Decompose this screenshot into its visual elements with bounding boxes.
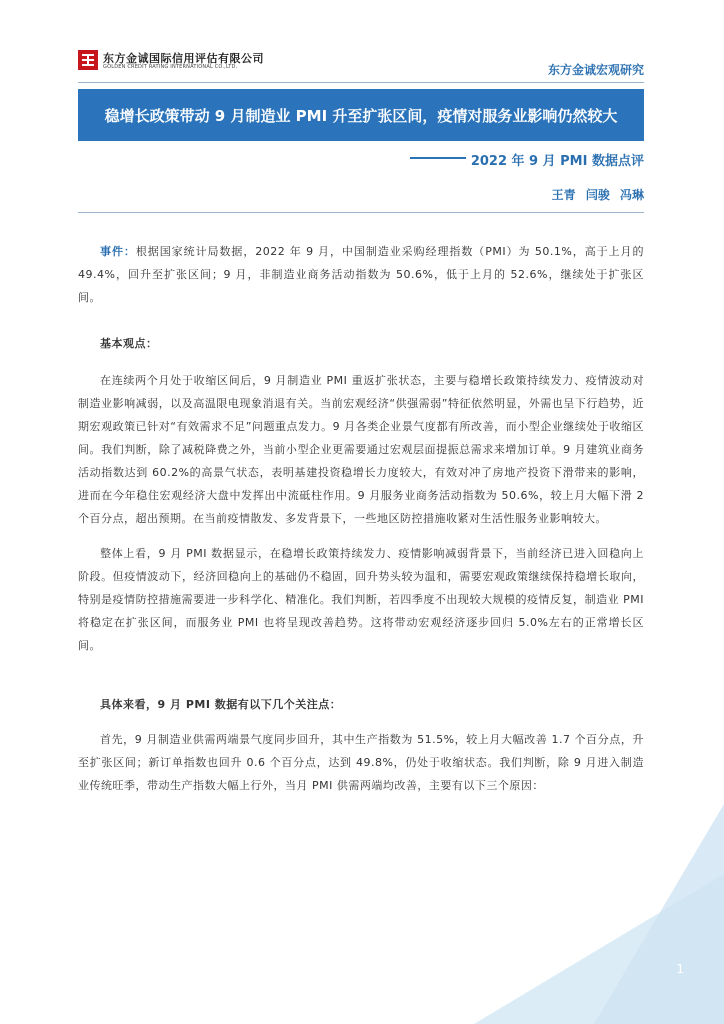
corner-decoration-accent (594, 804, 724, 1024)
report-body (78, 240, 644, 797)
company-name-en: GOLDEN CREDIT RATING INTERNATIONAL CO.,LTD. (103, 64, 238, 70)
subtitle-rule (410, 157, 466, 159)
report-title: 稳增长政策带动 9 月制造业 PMI 升至扩张区间，疫情对服务业影响仍然较大 (104, 107, 618, 125)
title-banner (78, 89, 644, 141)
event-label: 事件： (100, 245, 136, 258)
event-text: 根据国家统计局数据，2022 年 9 月，中国制造业采购经理指数（PMI）为 50.1%，高于上月的 49.4%，回升至扩张区间；9 月，非制造业商务活动指数为 50.6%，低于上月的 52.6%，继续处于扩张区间。 (78, 245, 645, 304)
specifics-paragraph-1: 首先，9 月制造业供需两端景气度同步回升，其中生产指数为 51.5%，较上月大幅改善 1.7 个百分点，升至扩张区间；新订单指数也回升 0.6 个百分点，达到 49.8%，仍处于收缩状态。我们判断，除 9 月进入制造业传统旺季，带动生产指数大幅上行外，当月 PMI 供需两端均改善，主要有以下三个原因： (78, 733, 644, 792)
page-header (0, 0, 724, 84)
viewpoints-paragraph-2: 整体上看，9 月 PMI 数据显示，在稳增长政策持续发力、疫情影响减弱背景下，当前经济已进入回稳向上阶段。但疫情波动下，经济回稳向上的基础仍不稳固，回升势头较为温和，需要宏观政策继续保持稳增长取向，特别是疫情防控措施需要进一步科学化、精准化。我们判断，若四季度不出现较大规模的疫情反复，制造业 PMI 将稳定在扩张区间，而服务业 PMI 也将呈现改善趋势。这将带动宏观经济逐步回归 5.0%左右的正常增长区间。 (78, 547, 644, 652)
report-subtitle: 2022 年 9 月 PMI 数据点评 (470, 154, 644, 169)
company-name-cn: 东方金诚国际信用评估有限公司 (103, 52, 264, 65)
specifics-heading: 具体来看，9 月 PMI 数据有以下几个关注点： (100, 698, 342, 711)
brand-label: 东方金诚宏观研究 (547, 63, 644, 77)
event-paragraph (78, 240, 644, 309)
viewpoints-heading: 基本观点： (100, 337, 158, 350)
company-logo-icon (78, 50, 98, 70)
report-authors: 王青 闫骏 冯琳 (551, 188, 644, 202)
meta-divider (78, 212, 644, 213)
header-divider (78, 82, 644, 83)
viewpoints-paragraph-1: 在连续两个月处于收缩区间后，9 月制造业 PMI 重返扩张状态，主要与稳增长政策持续发力、疫情波动对制造业影响减弱，以及高温限电现象消退有关。当前宏观经济“供强需弱”特征依然明显，外需也呈下行趋势，近期宏观政策已针对“有效需求不足”问题重点发力。9 月各类企业景气度都有所改善，而小型企业继续处于收缩区间。我们判断，除了减税降费之外，当前小型企业更需要通过宏观层面提振总需求来增加订单。9 月建筑业商务活动指数达到 60.2%的高景气状态，表明基建投资稳增长力度较大，有效对冲了房地产投资下滑带来的影响，进而在今年稳住宏观经济大盘中发挥出中流砥柱作用。9 月服务业商务活动指数为 50.6%，较上月大幅下滑 2 个百分点，超出预期。在当前疫情散发、多发背景下，一些地区防控措施收紧对生活性服务业影响较大。 (78, 374, 644, 525)
page-number: 1 (676, 962, 684, 976)
